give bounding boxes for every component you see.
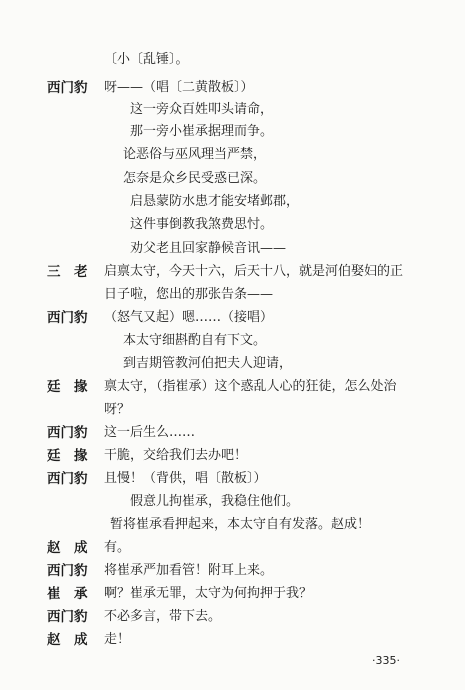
speaker-name: 廷 掾 (47, 448, 88, 464)
verse-line: 启恳蒙防水患才能安堵邺郡， (130, 194, 300, 209)
dialogue-line: 启禀太守，今天十六，后天十八，就是河伯娶妇的正 (104, 264, 404, 279)
dialogue-line: 走！ (104, 632, 131, 647)
page-number: ·335· (372, 654, 400, 667)
verse-line: 假意儿拘崔承，我稳住他们。 (130, 494, 300, 509)
speaker-name: 西门豹 (47, 80, 88, 96)
verse-line: 本太守细斟酌自有下文。 (123, 333, 267, 348)
speaker-name: 西门豹 (47, 609, 88, 625)
speaker-name: 西门豹 (47, 563, 88, 579)
speaker-name: 崔 承 (47, 586, 88, 602)
dialogue-line: 且慢！（背供，唱〔散板〕） (104, 471, 267, 486)
dialogue-line: 啊？崔承无罪，太守为何拘押于我？ (104, 586, 313, 601)
dialogue-line: 禀太守，（指崔承）这个惑乱人心的狂徒，怎么处治 (104, 379, 397, 394)
dialogue-line: 干脆，交给我们去办吧！ (104, 448, 248, 463)
verse-line: 这一旁众百姓叩头请命， (130, 102, 274, 117)
verse-line: 这件事倒教我煞费思忖。 (130, 217, 274, 232)
speaker-name: 赵 成 (47, 632, 88, 648)
verse-line: 怎奈是众乡民受惑已深。 (123, 171, 267, 186)
speaker-name: 西门豹 (47, 425, 88, 441)
dialogue-line: 这一后生么…… (104, 425, 196, 440)
speaker-name: 廷 掾 (47, 379, 88, 395)
verse-line: 劝父老且回家静候音讯—— (130, 241, 287, 256)
dialogue-line: （怒气又起）嗯……（接唱） (104, 310, 274, 325)
speaker-name: 赵 成 (47, 540, 88, 556)
speaker-name: 西门豹 (47, 471, 88, 487)
dialogue-line: 呀——（唱〔二黄散板〕） (104, 80, 254, 95)
dialogue-line: 有。 (104, 540, 131, 555)
verse-line: 那一旁小崔承据理而争。 (130, 124, 274, 139)
verse-line: 到吉期管教河伯把夫人迎请， (123, 356, 293, 371)
stage-direction: 〔小〔乱锤〕。 (104, 52, 189, 67)
verse-line: 论恶俗与巫风理当严禁， (123, 147, 267, 162)
speaker-name: 西门豹 (47, 310, 88, 326)
dialogue-line: 不必多言，带下去。 (104, 609, 222, 624)
dialogue-line-cont: 暂将崔承看押起来，本太守自有发落。赵成！ (110, 517, 371, 532)
dialogue-line: 将崔承严加看管！附耳上来。 (104, 563, 274, 578)
dialogue-line-cont: 呀？ (104, 402, 131, 417)
dialogue-line-cont: 日子啦，您出的那张告条—— (104, 287, 274, 302)
speaker-name: 三 老 (47, 264, 88, 280)
